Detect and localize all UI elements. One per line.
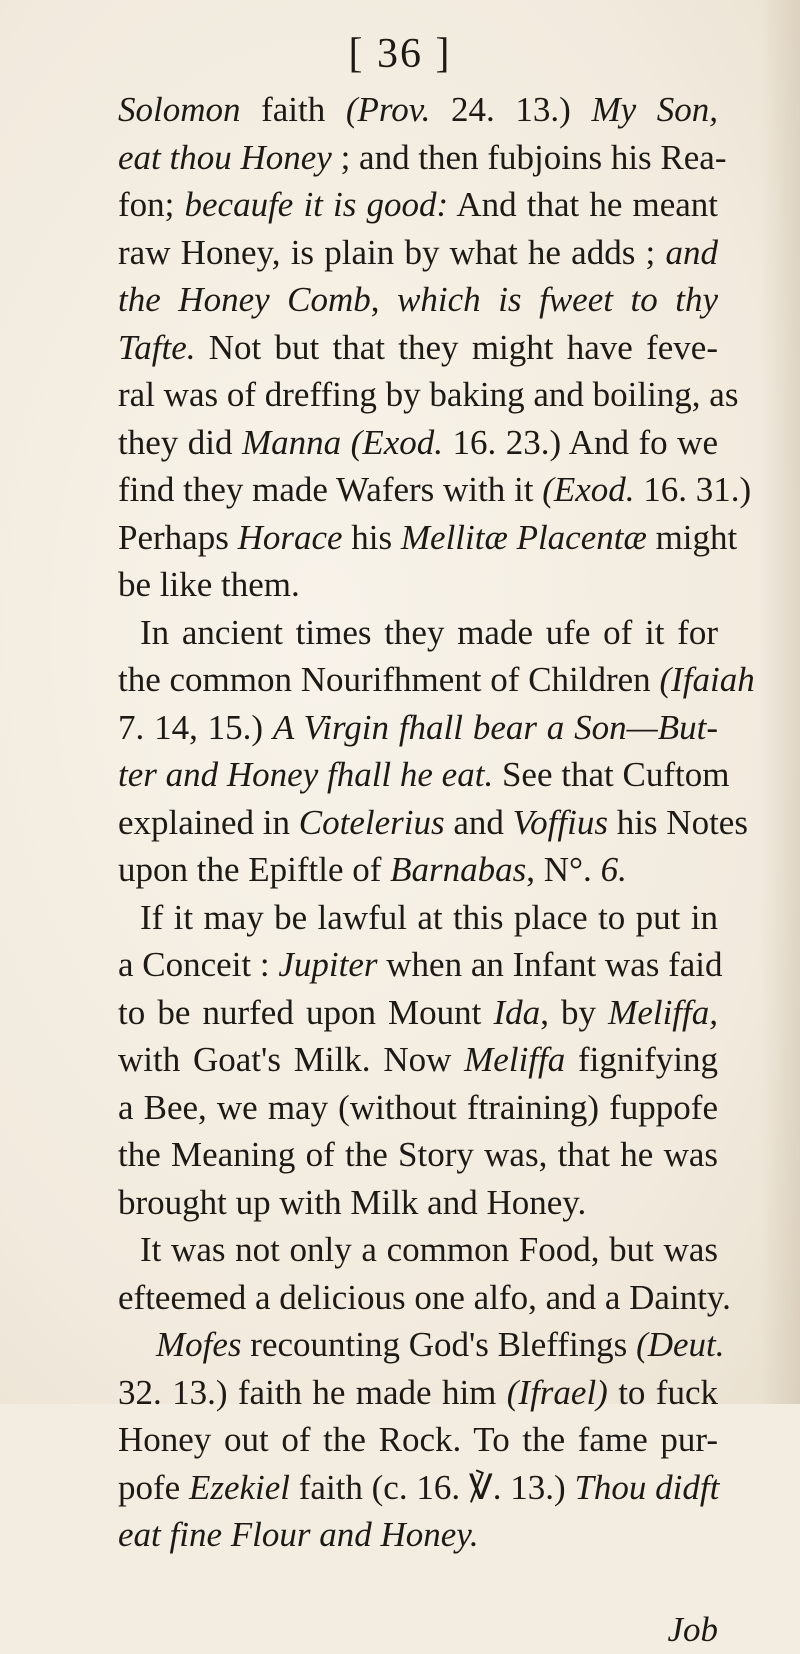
text-line bbox=[118, 704, 718, 752]
text-line bbox=[118, 894, 718, 942]
italic-text: (Ifrael) bbox=[506, 1372, 608, 1412]
text-line bbox=[118, 1274, 731, 1322]
roman-text: 16. 23.) And fo we bbox=[442, 422, 718, 462]
italic-text: and bbox=[665, 232, 718, 272]
text-line bbox=[118, 1321, 725, 1369]
roman-text: It was not only a common Food, but was bbox=[140, 1230, 718, 1269]
text-line bbox=[118, 466, 752, 514]
italic-text: Jupiter bbox=[278, 945, 378, 984]
roman-text: brought up with Milk and Honey. bbox=[118, 1182, 587, 1222]
text-line bbox=[118, 1036, 718, 1084]
text-line bbox=[118, 941, 723, 989]
italic-text: (Ifaiah bbox=[659, 660, 755, 699]
roman-text: And that he meant bbox=[448, 185, 718, 224]
text-line bbox=[118, 846, 718, 894]
italic-text: Job bbox=[667, 1610, 718, 1649]
text-line bbox=[118, 1416, 718, 1464]
italic-text: My Son, bbox=[591, 90, 718, 129]
italic-text: eat thou Honey bbox=[118, 137, 332, 177]
text-line bbox=[118, 609, 718, 657]
text-line bbox=[118, 181, 718, 229]
italic-text: Mellitæ Placentæ bbox=[400, 517, 647, 557]
italic-text: 6. bbox=[600, 850, 627, 889]
italic-text: becaufe it is good: bbox=[184, 185, 449, 224]
text-line bbox=[118, 799, 748, 847]
roman-text: efteemed a delicious one alfo, and a Dainty. bbox=[118, 1277, 731, 1317]
text-line bbox=[118, 276, 718, 324]
roman-text: , by bbox=[540, 992, 609, 1032]
roman-text: 7. 14, 15.) bbox=[118, 707, 273, 747]
italic-text: Ida bbox=[493, 992, 541, 1032]
text-line bbox=[118, 1369, 718, 1417]
roman-text: If it may be lawful at this place to put in bbox=[140, 897, 718, 937]
roman-text: to fuck bbox=[607, 1372, 718, 1412]
italic-text: Barnabas bbox=[390, 850, 527, 889]
roman-text: faith bbox=[240, 90, 346, 129]
text-line bbox=[118, 229, 718, 277]
roman-text: his bbox=[342, 517, 401, 557]
italic-text: Tafte. bbox=[118, 327, 196, 367]
roman-text: find they made Wafers with it bbox=[118, 470, 543, 509]
roman-text: ral was of dreffing by baking and boiling, as bbox=[118, 375, 739, 414]
roman-text: with Goat's Milk. Now bbox=[118, 1040, 465, 1079]
roman-text: a Conceit : bbox=[118, 945, 279, 984]
text-line bbox=[118, 371, 739, 419]
roman-text: Not but that they might have feve- bbox=[195, 327, 718, 367]
roman-text: Honey out of the Rock. To the fame pur- bbox=[118, 1420, 718, 1459]
roman-text: to be nurfed upon Mount bbox=[118, 992, 494, 1032]
text-line bbox=[118, 1084, 718, 1132]
italic-text: (Exod. bbox=[542, 470, 635, 509]
body-text bbox=[118, 86, 755, 1654]
italic-text: Ezekiel bbox=[188, 1467, 291, 1507]
italic-text: (Prov. bbox=[345, 90, 431, 129]
roman-text: , N°. bbox=[526, 850, 601, 889]
roman-text: when an Infant was faid bbox=[377, 945, 723, 984]
roman-text: , bbox=[370, 280, 398, 319]
italic-text: eat fine Flour and Honey. bbox=[118, 1515, 479, 1554]
italic-text: Meliffa, bbox=[608, 992, 719, 1032]
text-line bbox=[118, 134, 727, 182]
roman-text: 32. 13.) faith he made him bbox=[118, 1372, 507, 1412]
roman-text: a Bee, we may (without ftraining) fuppofe bbox=[118, 1087, 718, 1127]
roman-text: faith (c. 16. ℣. 13.) bbox=[290, 1467, 575, 1507]
text-line bbox=[118, 561, 718, 609]
roman-text: and bbox=[444, 802, 513, 842]
roman-text: they did bbox=[118, 422, 242, 462]
italic-text: Mofes bbox=[156, 1325, 242, 1364]
roman-text: fon; bbox=[118, 185, 185, 224]
text-line bbox=[118, 1226, 718, 1274]
roman-text: explained in bbox=[118, 802, 299, 842]
text-line bbox=[118, 1511, 718, 1559]
text-line bbox=[118, 1559, 718, 1607]
italic-text: Cotelerius bbox=[298, 802, 445, 842]
page-edge-shadow bbox=[760, 0, 800, 1404]
roman-text: his Notes bbox=[607, 802, 748, 842]
roman-text: 24. 13.) bbox=[430, 90, 592, 129]
text-line bbox=[118, 751, 730, 799]
roman-text: fignifying bbox=[565, 1040, 719, 1079]
text-line bbox=[118, 1179, 718, 1227]
italic-text: ter and Honey fhall he eat. bbox=[118, 755, 494, 794]
roman-text: raw Honey, is plain by what he adds ; bbox=[118, 232, 666, 272]
italic-text: the Honey Comb bbox=[118, 280, 371, 319]
roman-text: upon the Epiftle of bbox=[118, 850, 391, 889]
text-line bbox=[118, 1464, 718, 1512]
text-line bbox=[118, 1131, 718, 1179]
roman-text: recounting God's Bleffings bbox=[241, 1325, 637, 1364]
italic-text: which is fweet to thy bbox=[397, 280, 718, 319]
italic-text: Manna (Exod. bbox=[242, 422, 443, 462]
roman-text: Perhaps bbox=[118, 517, 238, 557]
italic-text: Meliffa bbox=[464, 1040, 566, 1079]
roman-text: 16. 31.) bbox=[634, 470, 752, 509]
text-line bbox=[118, 324, 718, 372]
roman-text: might bbox=[646, 517, 738, 557]
text-line bbox=[118, 514, 738, 562]
italic-text: Voffius bbox=[512, 802, 608, 842]
text-line bbox=[118, 86, 718, 134]
roman-text: See that Cuftom bbox=[493, 755, 730, 794]
roman-text: In ancient times they made ufe of it for bbox=[140, 612, 718, 652]
italic-text: Thou didft bbox=[574, 1467, 720, 1507]
page-number: [ 36 ] bbox=[348, 31, 452, 77]
roman-text: the common Nourifhment of Children bbox=[118, 660, 660, 699]
roman-text: be like them. bbox=[118, 565, 300, 604]
italic-text: (Deut. bbox=[636, 1325, 725, 1364]
text-line bbox=[118, 419, 718, 467]
text-line bbox=[118, 656, 755, 704]
italic-text: A Virgin fhall bear a Son—But- bbox=[272, 707, 718, 747]
text-line bbox=[118, 989, 718, 1037]
italic-text: Horace bbox=[237, 517, 343, 557]
roman-text: pofe bbox=[118, 1467, 189, 1507]
roman-text: the Meaning of the Story was, that he was bbox=[118, 1135, 718, 1174]
italic-text: Solomon bbox=[118, 90, 241, 129]
catchword-line bbox=[118, 1606, 718, 1654]
roman-text: ; and then fubjoins his Rea- bbox=[331, 137, 727, 177]
